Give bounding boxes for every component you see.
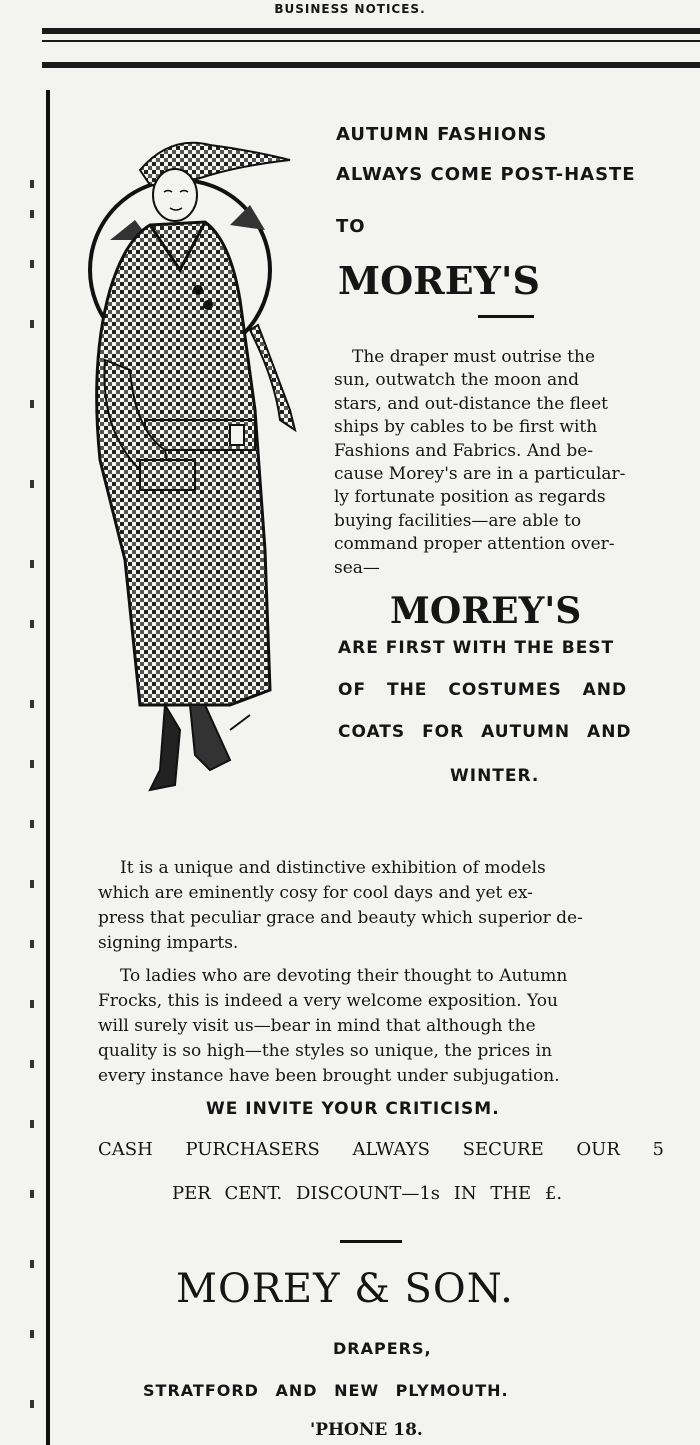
column-rule	[46, 90, 50, 1445]
header-rule-top	[42, 28, 700, 34]
body-line: quality is so high—the styles so unique, the prices in	[98, 1041, 553, 1061]
headline-line-2: ALWAYS COME POST-HASTE	[336, 164, 636, 185]
headline-line-1: AUTUMN FASHIONS	[336, 124, 548, 145]
body-line: will surely visit us—bear in mind that although the	[98, 1016, 536, 1036]
body-line: every instance have been brought under subjugation.	[98, 1066, 560, 1086]
claim-line-2: OF THE COSTUMES AND	[338, 680, 628, 700]
firm-rule	[340, 1240, 402, 1243]
locations-line: STRATFORD AND NEW PLYMOUTH.	[143, 1381, 509, 1400]
trade-line: DRAPERS,	[333, 1339, 432, 1358]
claim-line-1: ARE FIRST WITH THE BEST	[338, 638, 615, 658]
body-line: To ladies who are devoting their thought to Autumn	[120, 966, 568, 986]
intro-line: sea—	[334, 557, 380, 578]
body-line: signing imparts.	[98, 933, 239, 953]
intro-line: ly fortunate position as regards	[334, 487, 606, 508]
brand-underline	[478, 315, 534, 318]
intro-line: stars, and out-distance the fleet	[334, 393, 608, 414]
body-line: Frocks, this is indeed a very welcome exposition. You	[98, 991, 558, 1011]
invite-line: WE INVITE YOUR CRITICISM.	[206, 1099, 500, 1119]
cash-line-1: CASH PURCHASERS ALWAYS SECURE OUR 5	[98, 1139, 664, 1160]
body-paragraph-1	[98, 856, 664, 956]
intro-line: command proper attention over-	[334, 534, 615, 555]
intro-line: Fashions and Fabrics. And be-	[334, 440, 594, 461]
brand-name: MOREY'S	[338, 258, 540, 303]
cash-line-2: PER CENT. DISCOUNT—1s IN THE £.	[172, 1183, 563, 1204]
body-paragraph-2	[98, 964, 664, 1089]
section-header: BUSINESS NOTICES.	[274, 2, 426, 16]
phone-line: 'PHONE 18.	[310, 1420, 423, 1440]
brand-name-repeat: MOREY'S	[390, 590, 582, 632]
intro-line: cause Morey's are in a particular-	[334, 464, 626, 485]
intro-paragraph	[334, 346, 662, 580]
body-line: which are eminently cosy for cool days and yet ex-	[98, 883, 533, 903]
body-line: It is a unique and distinctive exhibition of models	[120, 858, 546, 878]
intro-line: ships by cables to be first with	[334, 417, 598, 438]
woman-in-coat-illustration	[80, 130, 310, 800]
claim-line-4: WINTER.	[450, 766, 540, 786]
claim-line-3: COATS FOR AUTUMN AND	[338, 722, 632, 742]
intro-line: buying facilities—are able to	[334, 510, 582, 531]
adjacent-column-edge	[0, 60, 40, 1445]
header-rule-thin	[42, 40, 700, 42]
headline-line-3: TO	[336, 216, 366, 237]
firm-name: MOREY & SON.	[176, 1266, 514, 1312]
intro-line: The draper must outrise the	[352, 347, 596, 367]
intro-line: sun, outwatch the moon and	[334, 370, 579, 391]
body-line: press that peculiar grace and beauty which superior de-	[98, 908, 583, 928]
header-rule-bottom	[42, 62, 700, 68]
